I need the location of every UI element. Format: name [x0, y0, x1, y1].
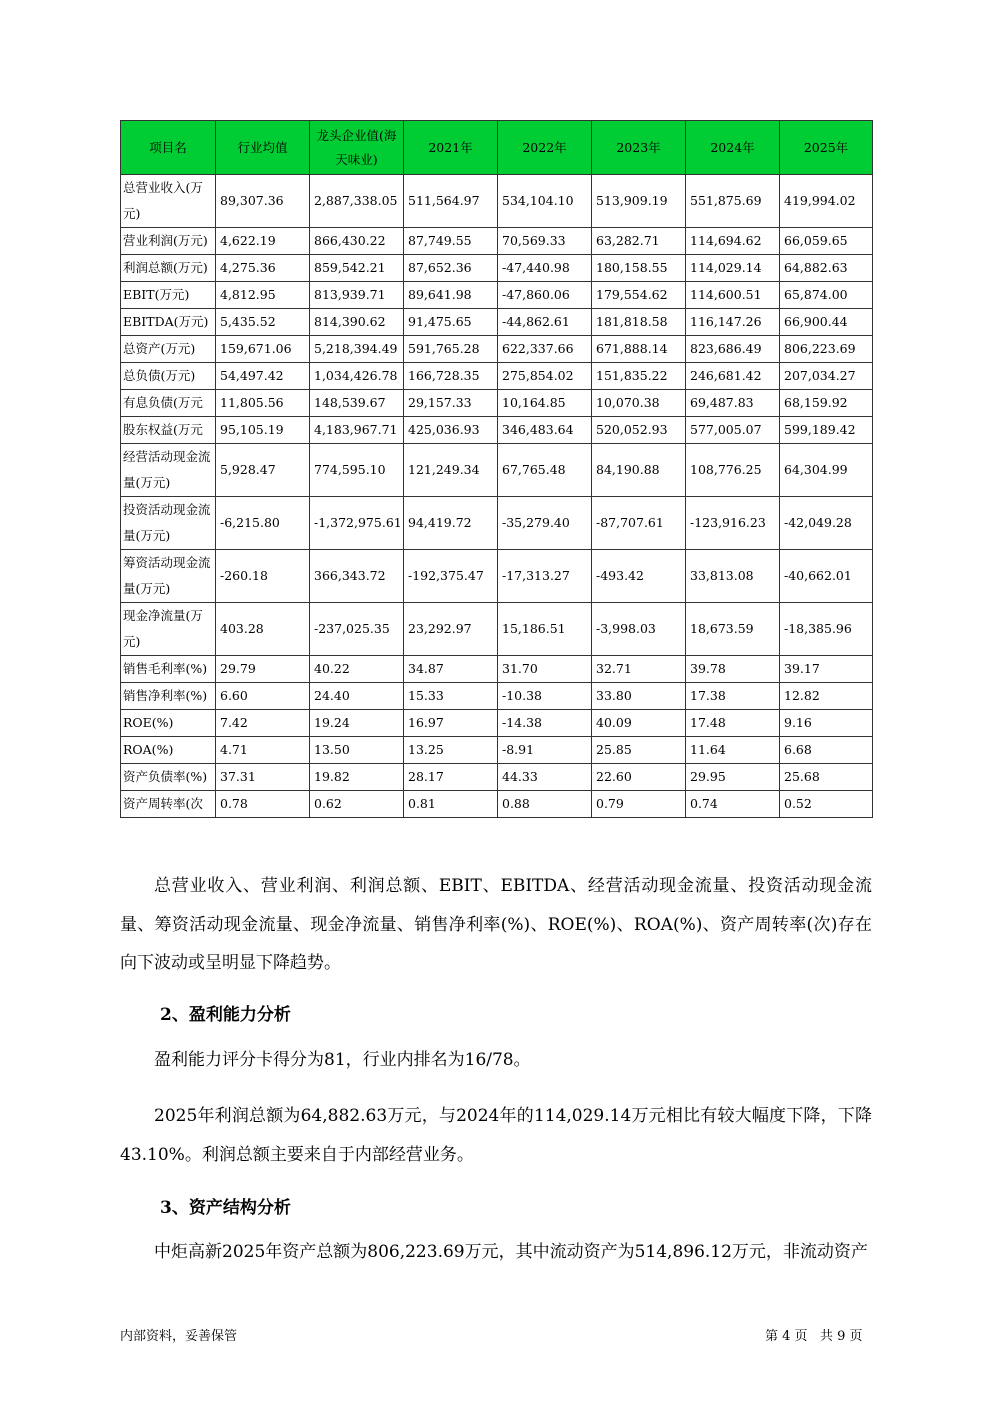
summary-paragraph: 总营业收入、营业利润、利润总额、EBIT、EBITDA、经营活动现金流量、投资活动现金流量、筹资活动现金流量、现金净流量、销售净利率(%)、ROE(%)、ROA(%)、资产周转率(次)存在向下波动或呈明显下降趋势。 — [120, 876, 872, 973]
table-cell: 4.71 — [216, 737, 310, 764]
table-cell: 24.40 — [310, 683, 404, 710]
table-cell: 577,005.07 — [686, 417, 780, 444]
table-row — [121, 603, 873, 656]
table-cell: 5,928.47 — [216, 444, 310, 497]
table-cell: 40.22 — [310, 656, 404, 683]
table-cell: 181,818.58 — [592, 309, 686, 336]
table-cell: 0.62 — [310, 791, 404, 818]
table-cell: 13.50 — [310, 737, 404, 764]
table-cell: 4,622.19 — [216, 228, 310, 255]
table-cell: 16.97 — [404, 710, 498, 737]
table-row — [121, 336, 873, 363]
table-cell: -18,385.96 — [780, 603, 873, 656]
table-header-row — [121, 121, 873, 175]
header-cell: 2025年 — [780, 121, 873, 175]
table-cell: 114,694.62 — [686, 228, 780, 255]
table-cell: 866,430.22 — [310, 228, 404, 255]
table-cell: 19.24 — [310, 710, 404, 737]
section-heading-asset-structure: 3、资产结构分析 — [160, 1198, 291, 1218]
footer-confidential-note: 内部资料，妥善保管 — [120, 1329, 238, 1344]
table-cell: 671,888.14 — [592, 336, 686, 363]
table-cell: 114,600.51 — [686, 282, 780, 309]
profitability-score-paragraph: 盈利能力评分卡得分为81，行业内排名为16/78。 — [154, 1050, 531, 1070]
table-cell: 534,104.10 — [498, 175, 592, 228]
table-cell: 25.85 — [592, 737, 686, 764]
table-cell: 34.87 — [404, 656, 498, 683]
table-cell: 95,105.19 — [216, 417, 310, 444]
row-label: EBIT(万元) — [121, 282, 216, 309]
table-cell: 70,569.33 — [498, 228, 592, 255]
footer-page-number: 第 4 页 共 9 页 — [765, 1329, 863, 1344]
profit-change-paragraph: 2025年利润总额为64,882.63万元，与2024年的114,029.14万元相比有较大幅度下降，下降43.10%。利润总额主要来自于内部经营业务。 — [120, 1106, 872, 1165]
table-cell: 39.78 — [686, 656, 780, 683]
table-cell: 823,686.49 — [686, 336, 780, 363]
table-row — [121, 390, 873, 417]
table-row — [121, 737, 873, 764]
table-cell: 5,218,394.49 — [310, 336, 404, 363]
table-cell: -6,215.80 — [216, 497, 310, 550]
financial-table — [120, 120, 873, 818]
table-cell: 29.79 — [216, 656, 310, 683]
table-cell: 9.16 — [780, 710, 873, 737]
table-cell: 366,343.72 — [310, 550, 404, 603]
table-cell: 4,812.95 — [216, 282, 310, 309]
table-cell: 116,147.26 — [686, 309, 780, 336]
header-cell: 龙头企业值(海天味业) — [310, 121, 404, 175]
table-cell: -14.38 — [498, 710, 592, 737]
table-row — [121, 309, 873, 336]
table-cell: 551,875.69 — [686, 175, 780, 228]
table-row — [121, 764, 873, 791]
table-row — [121, 228, 873, 255]
table-row — [121, 656, 873, 683]
table-cell: 813,939.71 — [310, 282, 404, 309]
table-cell: 599,189.42 — [780, 417, 873, 444]
table-cell: -192,375.47 — [404, 550, 498, 603]
header-cell: 2023年 — [592, 121, 686, 175]
table-cell: 37.31 — [216, 764, 310, 791]
table-cell: 66,059.65 — [780, 228, 873, 255]
table-cell: -8.91 — [498, 737, 592, 764]
table-cell: 148,539.67 — [310, 390, 404, 417]
table-cell: 29.95 — [686, 764, 780, 791]
table-cell: 68,159.92 — [780, 390, 873, 417]
row-label: 总负债(万元) — [121, 363, 216, 390]
table-cell: 64,304.99 — [780, 444, 873, 497]
table-row — [121, 255, 873, 282]
table-cell: 89,307.36 — [216, 175, 310, 228]
table-cell: 2,887,338.05 — [310, 175, 404, 228]
asset-structure-paragraph: 中炬高新2025年资产总额为806,223.69万元，其中流动资产为514,896.12万元，非流动资产 — [154, 1242, 868, 1262]
header-cell: 行业均值 — [216, 121, 310, 175]
table-cell: 246,681.42 — [686, 363, 780, 390]
table-cell: 64,882.63 — [780, 255, 873, 282]
row-label: 筹资活动现金流量(万元) — [121, 550, 216, 603]
table-cell: 89,641.98 — [404, 282, 498, 309]
table-cell: 151,835.22 — [592, 363, 686, 390]
table-cell: 180,158.55 — [592, 255, 686, 282]
table-cell: 65,874.00 — [780, 282, 873, 309]
table-cell: 622,337.66 — [498, 336, 592, 363]
table-row — [121, 417, 873, 444]
row-label: ROA(%) — [121, 737, 216, 764]
row-label: 利润总额(万元) — [121, 255, 216, 282]
table-cell: -47,860.06 — [498, 282, 592, 309]
table-cell: 108,776.25 — [686, 444, 780, 497]
table-cell: 10,070.38 — [592, 390, 686, 417]
table-cell: 15.33 — [404, 683, 498, 710]
table-cell: 17.38 — [686, 683, 780, 710]
table-cell: 346,483.64 — [498, 417, 592, 444]
table-cell: -44,862.61 — [498, 309, 592, 336]
table-cell: 774,595.10 — [310, 444, 404, 497]
table-cell: 814,390.62 — [310, 309, 404, 336]
header-cell: 2024年 — [686, 121, 780, 175]
table-cell: -260.18 — [216, 550, 310, 603]
table-cell: 12.82 — [780, 683, 873, 710]
table-cell: 25.68 — [780, 764, 873, 791]
table-cell: 33.80 — [592, 683, 686, 710]
row-label: 总营业收入(万元) — [121, 175, 216, 228]
table-cell: -42,049.28 — [780, 497, 873, 550]
row-label: 经营活动现金流量(万元) — [121, 444, 216, 497]
table-cell: 207,034.27 — [780, 363, 873, 390]
table-cell: 84,190.88 — [592, 444, 686, 497]
table-row — [121, 363, 873, 390]
table-row — [121, 175, 873, 228]
section-heading-profitability: 2、盈利能力分析 — [160, 1005, 291, 1025]
table-cell: 11,805.56 — [216, 390, 310, 417]
table-cell: 7.42 — [216, 710, 310, 737]
table-cell: -237,025.35 — [310, 603, 404, 656]
table-cell: 63,282.71 — [592, 228, 686, 255]
table-cell: 5,435.52 — [216, 309, 310, 336]
table-cell: 425,036.93 — [404, 417, 498, 444]
table-cell: 39.17 — [780, 656, 873, 683]
table-cell: -47,440.98 — [498, 255, 592, 282]
table-cell: 33,813.08 — [686, 550, 780, 603]
table-cell: 1,034,426.78 — [310, 363, 404, 390]
table-cell: 87,749.55 — [404, 228, 498, 255]
table-cell: 29,157.33 — [404, 390, 498, 417]
table-cell: 91,475.65 — [404, 309, 498, 336]
table-cell: 0.81 — [404, 791, 498, 818]
row-label: 销售净利率(%) — [121, 683, 216, 710]
table-cell: 32.71 — [592, 656, 686, 683]
table-cell: 6.68 — [780, 737, 873, 764]
table-cell: 121,249.34 — [404, 444, 498, 497]
table-row — [121, 791, 873, 818]
table-cell: 403.28 — [216, 603, 310, 656]
table-cell: 520,052.93 — [592, 417, 686, 444]
table-cell: 94,419.72 — [404, 497, 498, 550]
table-cell: 18,673.59 — [686, 603, 780, 656]
table-cell: 166,728.35 — [404, 363, 498, 390]
table-row — [121, 710, 873, 737]
table-cell: 179,554.62 — [592, 282, 686, 309]
table-cell: -17,313.27 — [498, 550, 592, 603]
table-cell: 0.88 — [498, 791, 592, 818]
table-cell: 4,275.36 — [216, 255, 310, 282]
table-cell: 10,164.85 — [498, 390, 592, 417]
table-cell: 0.79 — [592, 791, 686, 818]
header-cell: 2022年 — [498, 121, 592, 175]
row-label: 营业利润(万元) — [121, 228, 216, 255]
table-row — [121, 444, 873, 497]
table-cell: 40.09 — [592, 710, 686, 737]
table-cell: -87,707.61 — [592, 497, 686, 550]
table-cell: 13.25 — [404, 737, 498, 764]
row-label: 现金净流量(万元) — [121, 603, 216, 656]
table-cell: 22.60 — [592, 764, 686, 791]
table-cell: 87,652.36 — [404, 255, 498, 282]
table-cell: 0.78 — [216, 791, 310, 818]
table-row — [121, 497, 873, 550]
row-label: 投资活动现金流量(万元) — [121, 497, 216, 550]
table-cell: 15,186.51 — [498, 603, 592, 656]
table-cell: 0.74 — [686, 791, 780, 818]
table-cell: 511,564.97 — [404, 175, 498, 228]
table-cell: -493.42 — [592, 550, 686, 603]
table-cell: 591,765.28 — [404, 336, 498, 363]
table-cell: 0.52 — [780, 791, 873, 818]
table-cell: 4,183,967.71 — [310, 417, 404, 444]
table-cell: 44.33 — [498, 764, 592, 791]
table-cell: 23,292.97 — [404, 603, 498, 656]
table-cell: 275,854.02 — [498, 363, 592, 390]
table-cell: -40,662.01 — [780, 550, 873, 603]
header-cell: 2021年 — [404, 121, 498, 175]
table-cell: 54,497.42 — [216, 363, 310, 390]
table-cell: 19.82 — [310, 764, 404, 791]
table-cell: 114,029.14 — [686, 255, 780, 282]
row-label: 资产周转率(次 — [121, 791, 216, 818]
row-label: ROE(%) — [121, 710, 216, 737]
table-cell: 17.48 — [686, 710, 780, 737]
row-label: 资产负债率(%) — [121, 764, 216, 791]
table-cell: 859,542.21 — [310, 255, 404, 282]
table-cell: -10.38 — [498, 683, 592, 710]
table-cell: -3,998.03 — [592, 603, 686, 656]
table-row — [121, 282, 873, 309]
table-cell: 31.70 — [498, 656, 592, 683]
table-cell: 67,765.48 — [498, 444, 592, 497]
table-body — [121, 175, 873, 818]
table-cell: 11.64 — [686, 737, 780, 764]
table-cell: 513,909.19 — [592, 175, 686, 228]
table-cell: -1,372,975.61 — [310, 497, 404, 550]
header-cell: 项目名 — [121, 121, 216, 175]
table-cell: 806,223.69 — [780, 336, 873, 363]
table-row — [121, 550, 873, 603]
table-cell: 69,487.83 — [686, 390, 780, 417]
table-cell: 159,671.06 — [216, 336, 310, 363]
row-label: 销售毛利率(%) — [121, 656, 216, 683]
table-cell: 419,994.02 — [780, 175, 873, 228]
table-row — [121, 683, 873, 710]
table-cell: 28.17 — [404, 764, 498, 791]
row-label: 股东权益(万元 — [121, 417, 216, 444]
row-label: 总资产(万元) — [121, 336, 216, 363]
row-label: 有息负债(万元 — [121, 390, 216, 417]
table-cell: -123,916.23 — [686, 497, 780, 550]
table-cell: 6.60 — [216, 683, 310, 710]
table-cell: 66,900.44 — [780, 309, 873, 336]
table-cell: -35,279.40 — [498, 497, 592, 550]
row-label: EBITDA(万元) — [121, 309, 216, 336]
